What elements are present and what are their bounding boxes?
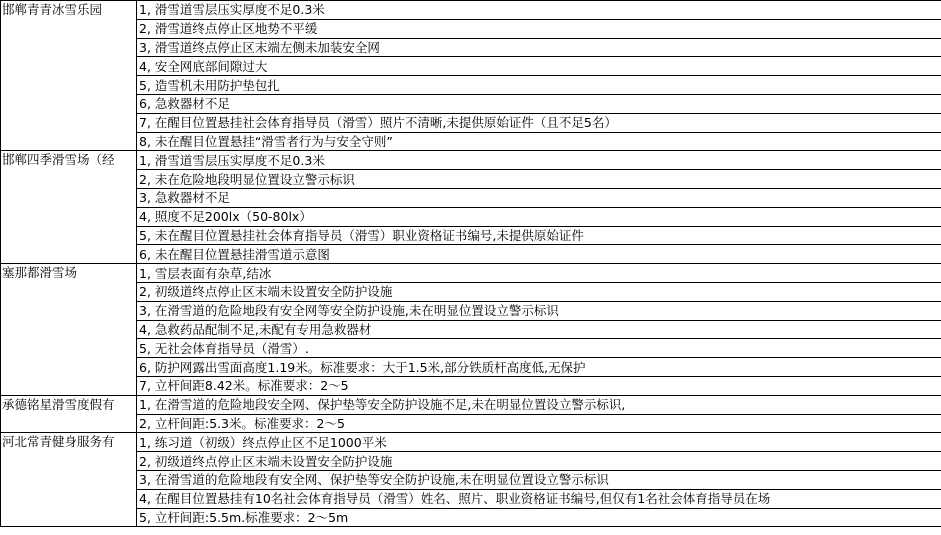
issue-cell: 2, 初级道终点停止区末端未设置安全防护设施 — [137, 282, 941, 301]
table-row — [1, 489, 941, 508]
issue-cell: 4, 安全网底部间隙过大 — [137, 57, 941, 76]
venue-name-cell: 邯郸四季滑雪场（经 — [1, 151, 137, 264]
table-row — [1, 1, 941, 20]
issue-cell: 3, 急救器材不足 — [137, 188, 941, 207]
table-row — [1, 376, 941, 395]
table-row — [1, 226, 941, 245]
table-row — [1, 339, 941, 358]
issue-cell: 4, 急救药品配制不足,未配有专用急救器材 — [137, 320, 941, 339]
issue-cell: 2, 初级道终点停止区末端未设置安全防护设施 — [137, 452, 941, 471]
issue-cell: 2, 滑雪道终点停止区地势不平缓 — [137, 19, 941, 38]
table-row — [1, 433, 941, 452]
table-row — [1, 470, 941, 489]
issue-cell: 2, 立杆间距:5.3米。标准要求：2～5 — [137, 414, 941, 433]
table-row — [1, 188, 941, 207]
issue-cell: 1, 滑雪道雪层压实厚度不足0.3米 — [137, 1, 941, 20]
issue-cell: 4, 照度不足200lx（50-80lx） — [137, 207, 941, 226]
issue-cell: 3, 滑雪道终点停止区末端左侧未加装安全网 — [137, 38, 941, 57]
table-row — [1, 301, 941, 320]
table-row — [1, 57, 941, 76]
issue-cell: 3, 在滑雪道的危险地段有安全网、保护垫等安全防护设施,未在明显位置设立警示标识 — [137, 470, 941, 489]
table-row — [1, 245, 941, 264]
issue-cell: 8, 未在醒目位置悬挂“滑雪者行为与安全守则” — [137, 132, 941, 151]
issue-cell: 5, 无社会体育指导员（滑雪）. — [137, 339, 941, 358]
table-row — [1, 358, 941, 377]
issue-cell: 3, 在滑雪道的危险地段有安全网等安全防护设施,未在明显位置设立警示标识 — [137, 301, 941, 320]
table-row — [1, 414, 941, 433]
table-row — [1, 508, 941, 527]
issue-cell: 1, 滑雪道雪层压实厚度不足0.3米 — [137, 151, 941, 170]
issue-cell: 6, 急救器材不足 — [137, 94, 941, 113]
issue-cell: 1, 练习道（初级）终点停止区不足1000平米 — [137, 433, 941, 452]
inspection-table-body — [1, 1, 941, 527]
table-row — [1, 132, 941, 151]
table-row — [1, 320, 941, 339]
table-row — [1, 38, 941, 57]
issue-cell: 1, 在滑雪道的危险地段安全网、保护垫等安全防护设施不足,未在明显位置设立警示标识, — [137, 395, 941, 414]
table-row — [1, 452, 941, 471]
issue-cell: 7, 在醒目位置悬挂社会体育指导员（滑雪）照片不清晰,未提供原始证件（且不足5名） — [137, 113, 941, 132]
table-row — [1, 94, 941, 113]
table-row — [1, 113, 941, 132]
issue-cell: 5, 立杆间距:5.5m.标准要求：2～5m — [137, 508, 941, 527]
issue-cell: 6, 防护网露出雪面高度1.19米。标准要求：大于1.5米,部分铁质杆高度低,无保护 — [137, 358, 941, 377]
table-row — [1, 264, 941, 283]
table-row — [1, 282, 941, 301]
table-row — [1, 395, 941, 414]
issue-cell: 1, 雪层表面有杂草,结冰 — [137, 264, 941, 283]
venue-name-cell: 塞那都滑雪场 — [1, 264, 137, 396]
table-row — [1, 76, 941, 95]
issue-cell: 5, 未在醒目位置悬挂社会体育指导员（滑雪）职业资格证书编号,未提供原始证件 — [137, 226, 941, 245]
issue-cell: 2, 未在危险地段明显位置设立警示标识 — [137, 170, 941, 189]
table-row — [1, 170, 941, 189]
issue-cell: 4, 在醒目位置悬挂有10名社会体育指导员（滑雪）姓名、照片、职业资格证书编号,但仅有1名社会体育指导员在场 — [137, 489, 941, 508]
venue-name-cell: 河北常青健身服务有 — [1, 433, 137, 527]
issue-cell: 6, 未在醒目位置悬挂滑雪道示意图 — [137, 245, 941, 264]
venue-name-cell: 邯郸青青冰雪乐园 — [1, 1, 137, 151]
issue-cell: 7, 立杆间距8.42米。标准要求：2～5 — [137, 376, 941, 395]
table-row — [1, 19, 941, 38]
table-row — [1, 151, 941, 170]
table-row — [1, 207, 941, 226]
venue-name-cell: 承德铭星滑雪度假有 — [1, 395, 137, 433]
issue-cell: 5, 造雪机未用防护垫包扎 — [137, 76, 941, 95]
